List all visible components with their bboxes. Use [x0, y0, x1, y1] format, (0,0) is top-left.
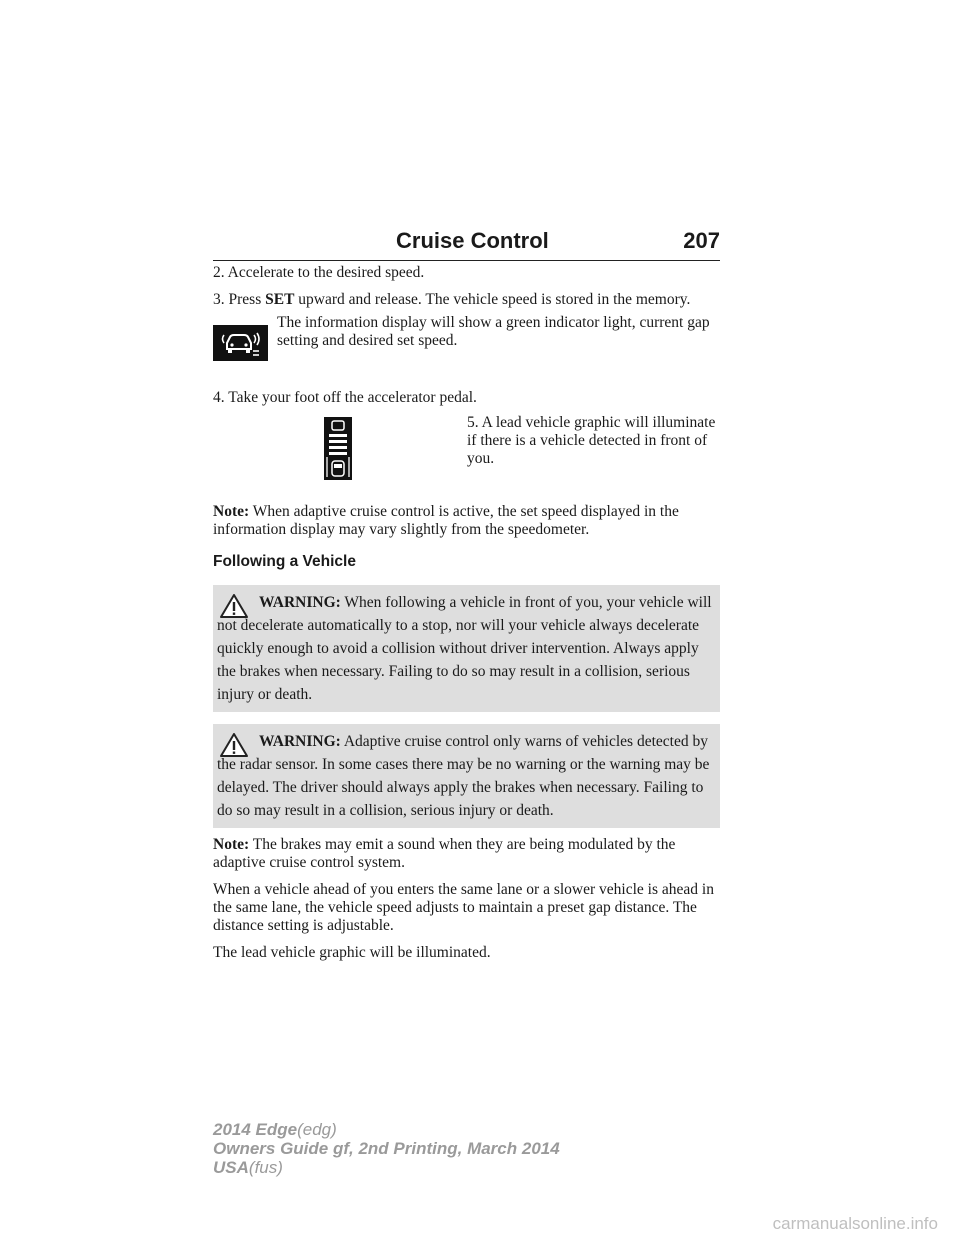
step-3: 3. Press SET upward and release. The vehicle speed is stored in the memory.: [213, 291, 691, 308]
page-footer: [213, 1120, 560, 1177]
warning-text-following: WARNING: When following a vehicle in front of you, your vehicle will not decelerate automatically to a stop, nor will your vehicle always decelerate quickly enough to avoid a collision without driver intervention. Always apply the brakes when necessary. Failing to do so may result in a collision, serious injury or death.: [217, 594, 712, 703]
note-brakes: Note: The brakes may emit a sound when they are being modulated by the adaptive cruise control system.: [213, 836, 676, 871]
page-number: 207: [683, 228, 720, 253]
lead-vehicle-row: [213, 414, 720, 500]
lead-vehicle-graphic-icon: [324, 417, 352, 480]
note-label: Note:: [213, 503, 250, 520]
main-content: [213, 264, 720, 971]
warning-triangle-icon: [219, 732, 249, 758]
paragraph-lead-graphic: The lead vehicle graphic will be illuminated.: [213, 944, 491, 961]
warning-box-following: [213, 585, 720, 712]
indicator-description: The information display will show a green indicator light, current gap setting and desired set speed.: [277, 314, 710, 349]
step-4: 4. Take your foot off the accelerator pedal.: [213, 389, 477, 406]
watermark: carmanualsonline.info: [772, 1214, 938, 1233]
page-title: Cruise Control: [396, 228, 549, 253]
adaptive-cruise-indicator-icon: [213, 325, 268, 361]
footer-line-2: Owners Guide gf, 2nd Printing, March 2014: [213, 1139, 560, 1158]
note-set-speed: Note: When adaptive cruise control is active, the set speed displayed in the information display may vary slightly from the speedometer.: [213, 503, 679, 538]
page-header: [213, 228, 720, 261]
warning-label: WARNING:: [259, 733, 341, 750]
paragraph-lane: When a vehicle ahead of you enters the same lane or a slower vehicle is ahead in the same lane, the vehicle speed adjusts to maintain a preset gap distance. The distance setting is adjustable.: [213, 881, 714, 934]
lead-vehicle-description: 5. A lead vehicle graphic will illuminate if there is a vehicle detected in front of you.: [467, 414, 716, 467]
warning-label: WARNING:: [259, 594, 341, 611]
footer-line-3: USA(fus): [213, 1158, 283, 1177]
warning-text-radar: WARNING: Adaptive cruise control only warns of vehicles detected by the radar sensor. In some cases there may be no warning or the warning may be delayed. The driver should always apply the brakes when necessary. Failing to do so may result in a collision, serious injury or death.: [217, 733, 710, 819]
warning-box-radar: [213, 724, 720, 828]
step-2: 2. Accelerate to the desired speed.: [213, 264, 425, 281]
set-keyword: SET: [265, 291, 295, 308]
note-label: Note:: [213, 836, 250, 853]
indicator-row: [213, 314, 720, 381]
footer-line-1: 2014 Edge(edg): [213, 1120, 337, 1139]
section-heading: Following a Vehicle: [213, 553, 356, 570]
warning-triangle-icon: [219, 593, 249, 619]
